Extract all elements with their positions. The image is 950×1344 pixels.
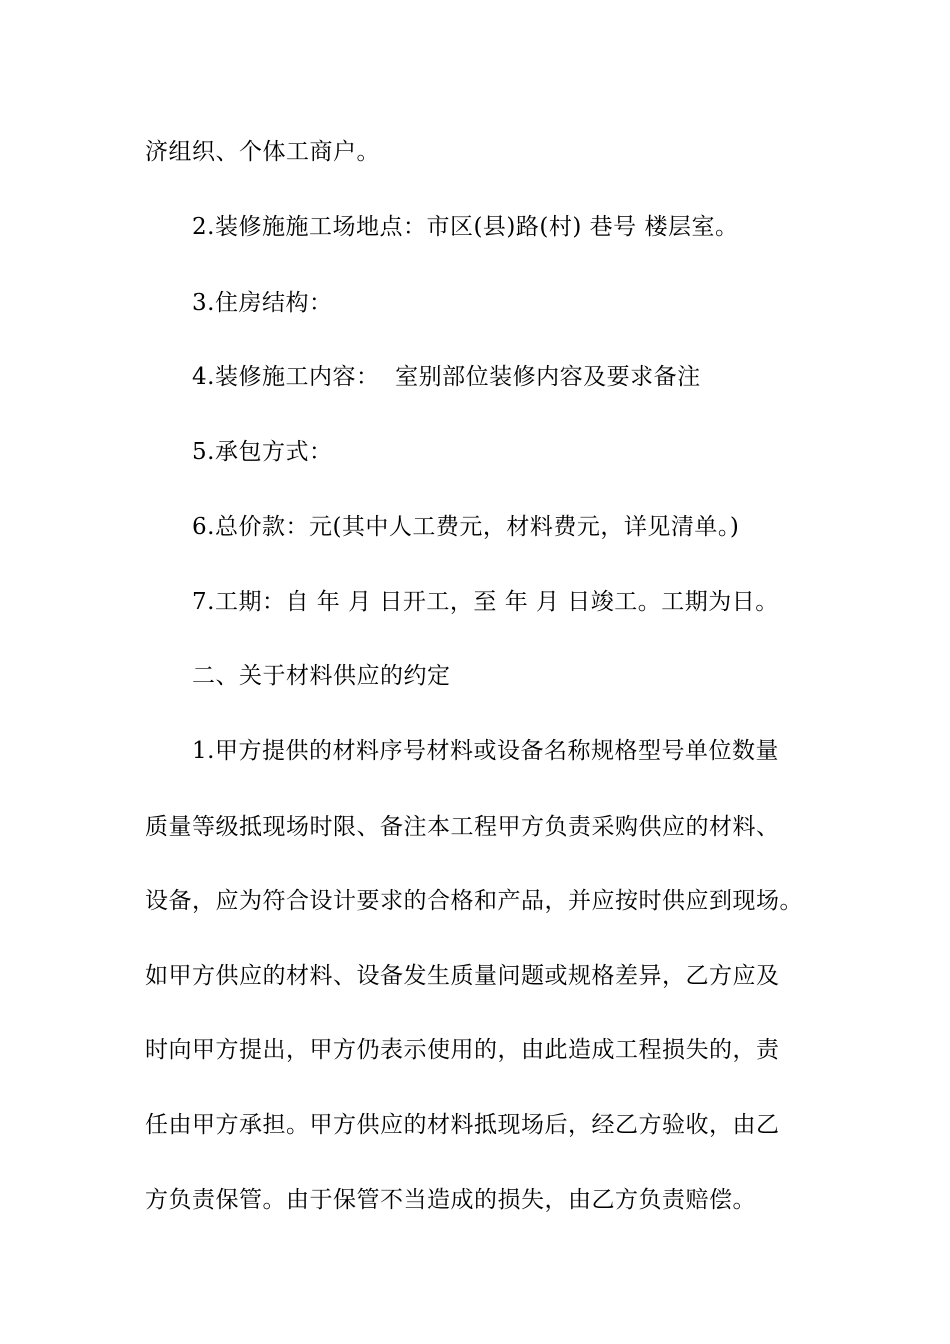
- text-line: 设备，应为符合设计要求的合格和产品，并应按时供应到现场。: [145, 888, 803, 914]
- text-line: 3.住房结构：: [192, 290, 333, 316]
- text-line: 6.总价款：元(其中人工费元，材料费元，详见清单。): [192, 514, 740, 540]
- text-line: 济组织、个体工商户。: [145, 139, 380, 165]
- text-line: 4.装修施工内容： 室别部位装修内容及要求备注: [192, 364, 701, 390]
- text-line: 如甲方供应的材料、设备发生质量问题或规格差异，乙方应及: [145, 963, 780, 989]
- text-line: 1.甲方提供的材料序号材料或设备名称规格型号单位数量: [192, 738, 779, 764]
- text-line: 时向甲方提出，甲方仍表示使用的，由此造成工程损失的，责: [145, 1037, 780, 1063]
- text-line: 7.工期：自 年 月 日开工，至 年 月 日竣工。工期为日。: [192, 589, 779, 615]
- text-line: 方负责保管。由于保管不当造成的损失，由乙方负责赔偿。: [145, 1187, 756, 1213]
- section-heading: 二、关于材料供应的约定: [192, 663, 451, 689]
- text-line: 任由甲方承担。甲方供应的材料抵现场后，经乙方验收，由乙: [145, 1112, 780, 1138]
- text-line: 5.承包方式：: [192, 439, 333, 465]
- text-line: 质量等级抵现场时限、备注本工程甲方负责采购供应的材料、: [145, 814, 780, 840]
- text-line: 2.装修施施工场地点：市区(县)路(村) 巷号 楼层室。: [192, 214, 739, 240]
